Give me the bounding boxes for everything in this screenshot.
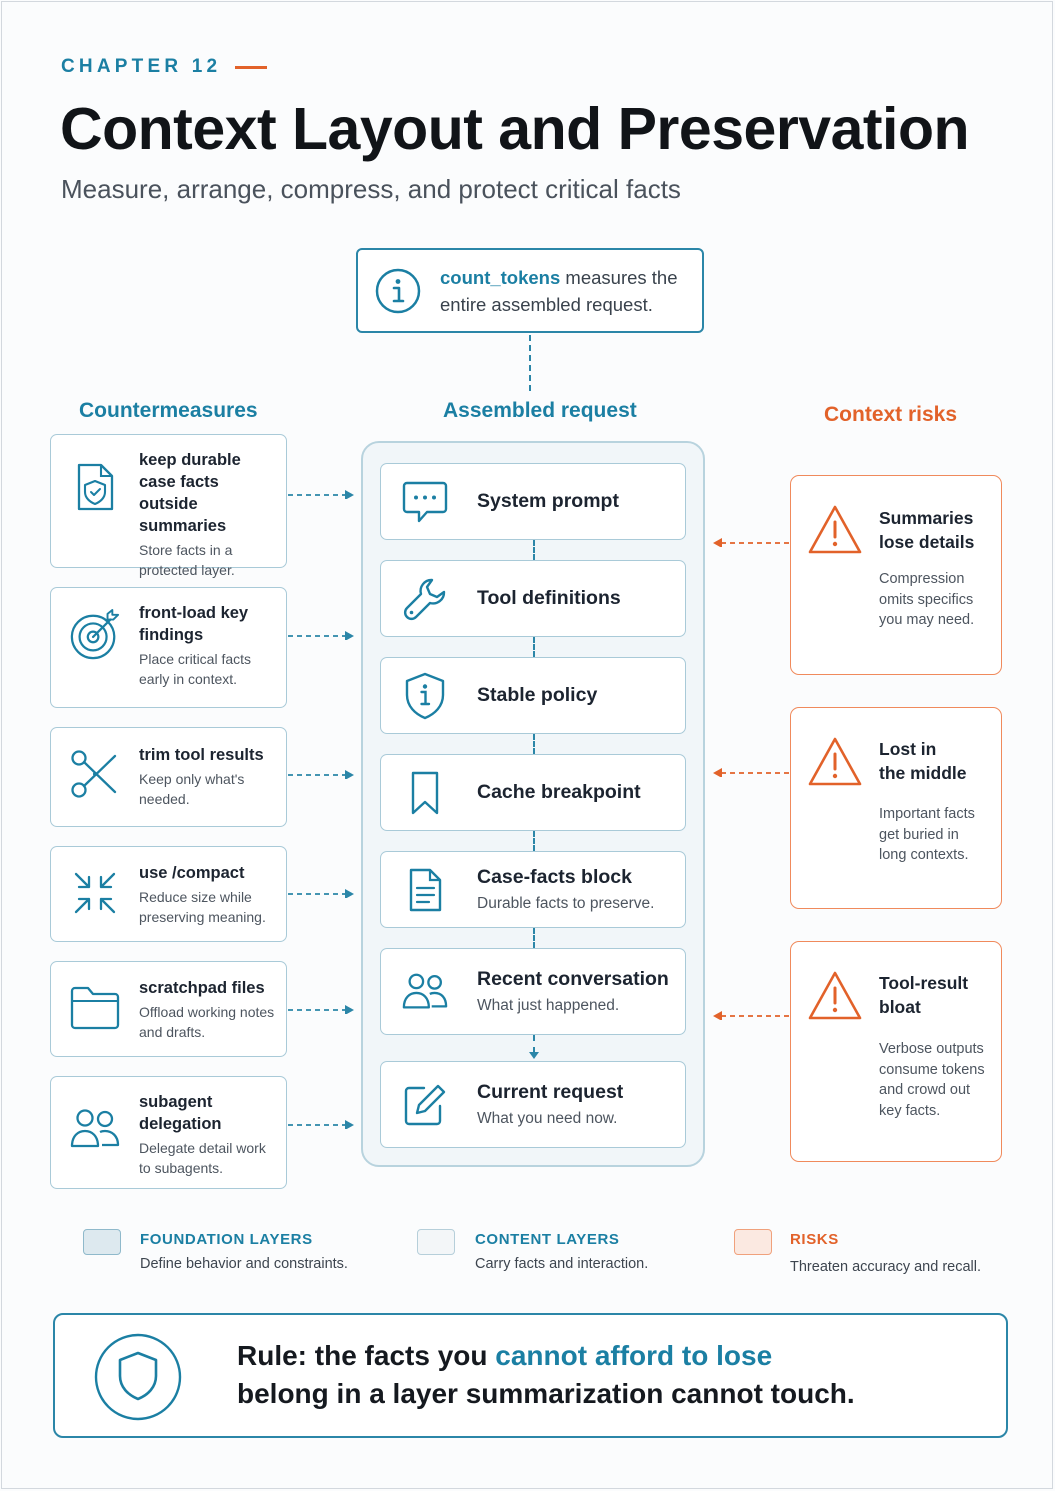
layer-title: Case-facts block [477,866,632,888]
rule-prefix: Rule: the facts you [237,1340,496,1371]
risk-title-line: the middle [879,763,967,783]
context-risks-heading: Context risks [824,403,958,426]
legend-title: FOUNDATION LAYERS [140,1231,313,1248]
layer-recent-conversation [380,948,686,1035]
risk-title-line: bloat [879,997,921,1017]
risk-subtitle-line: key facts. [879,1102,941,1119]
countermeasure-card [50,961,287,1057]
countermeasure-card [50,434,287,578]
count-tokens-code: count_tokens [440,266,561,288]
countermeasure-subtitle: Keep only what's needed. [139,771,245,807]
risk-arrow [711,767,791,777]
layer-connector [533,928,535,948]
scissors-icon [69,748,121,800]
countermeasure-card [50,587,287,708]
layer-title: Cache breakpoint [477,781,641,803]
layer-cache-breakpoint [380,754,686,831]
risk-subtitle-line: omits specifics [879,591,974,608]
countermeasure-arrow [288,1119,356,1129]
layer-subtitle: What just happened. [477,997,620,1014]
risk-subtitle-line: get buried in [879,826,959,843]
risk-subtitle-line: and crowd out [879,1082,971,1098]
target-icon [69,609,121,661]
countermeasure-title: keep durable case facts outside summaries [139,451,241,535]
risk-subtitle-line: Verbose outputs [879,1041,984,1057]
countermeasure-subtitle: Delegate detail work to subagents. [139,1140,266,1176]
legend-title: RISKS [790,1231,839,1248]
countermeasure-card [50,727,287,827]
page-title: Context Layout and Preservation [60,96,970,162]
shield-document-icon [69,461,121,513]
risk-title-line: lose details [879,532,975,552]
people-icon [69,1103,121,1155]
chapter-dash [235,66,267,69]
layer-subtitle: What you need now. [477,1110,618,1127]
count-tokens-note [356,248,704,333]
countermeasure-title: subagent delegation [139,1093,222,1133]
assembled-request-heading: Assembled request [443,399,637,422]
edit-icon [401,1081,449,1129]
people-icon [401,968,449,1016]
shield-icon [93,1332,183,1422]
risk-subtitle-line: long contexts. [879,847,969,863]
layer-tool-definitions [380,560,686,637]
chat-bubble-icon [401,478,449,526]
token-note-text [440,264,678,318]
countermeasure-title: front-load key findings [139,604,249,644]
risk-subtitle-line: Important facts [879,806,975,822]
legend-subtitle: Define behavior and constraints. [140,1256,348,1272]
layer-connector [533,637,535,657]
countermeasure-subtitle: Offload working notes and drafts. [139,1004,275,1040]
page-subtitle: Measure, arrange, compress, and protect critical facts [61,174,681,204]
legend-subtitle: Threaten accuracy and recall. [790,1259,982,1275]
countermeasure-card [50,1076,287,1189]
countermeasure-subtitle: Reduce size while preserving meaning. [139,889,266,925]
chapter-label [61,56,267,78]
risk-title-line: Tool-result [879,973,969,993]
legend-swatch-content [417,1229,455,1255]
wrench-icon [401,575,449,623]
layer-system-prompt [380,463,686,540]
arrowhead-down-icon [528,1051,540,1061]
risk-card [790,475,1002,675]
countermeasure-arrow [288,630,356,640]
token-note-rest: measures the [560,266,678,288]
layer-connector [533,540,535,560]
token-note-line2: entire assembled request. [440,293,653,315]
rule-text [237,1337,855,1413]
risk-arrow [711,1010,791,1020]
bookmark-icon [401,769,449,817]
layer-current-request [380,1061,686,1148]
legend-title: CONTENT LAYERS [475,1231,620,1248]
warning-icon [807,736,863,788]
risk-subtitle-line: consume tokens [879,1061,985,1078]
rule-line2: belong in a layer summarization cannot touch. [237,1378,855,1409]
risk-title-line: Lost in [879,739,937,759]
layer-connector [533,831,535,851]
layer-title: Stable policy [477,684,598,706]
shield-info-icon [401,672,449,720]
countermeasure-title: scratchpad files [139,979,265,997]
countermeasure-subtitle: Place critical facts early in context. [139,651,252,687]
countermeasure-card [50,846,287,942]
token-connector [529,335,531,391]
risk-title-line: Summaries [879,508,974,528]
chapter-text: CHAPTER 12 [61,56,222,77]
risk-card [790,941,1002,1162]
risk-subtitle-line: you may need. [879,612,975,628]
countermeasure-title: use /compact [139,864,245,882]
layer-title: Tool definitions [477,587,621,609]
countermeasure-title: trim tool results [139,746,264,764]
layer-title: Current request [477,1081,624,1103]
compress-arrows-icon [69,867,121,919]
document-icon [401,866,449,914]
legend-swatch-risks [734,1229,772,1255]
info-icon [374,267,422,315]
layer-subtitle: Durable facts to preserve. [477,895,655,912]
risk-arrow [711,537,791,547]
rule-highlight: cannot afford to lose [495,1340,773,1371]
folder-icon [69,982,121,1034]
risk-card [790,707,1002,909]
countermeasure-arrow [288,888,356,898]
layer-stable-policy [380,657,686,734]
layer-connector [533,734,535,754]
rule-callout [53,1313,1008,1438]
layer-case-facts-block [380,851,686,928]
countermeasure-subtitle: Store facts in a protected layer. [139,542,235,578]
countermeasure-arrow [288,1004,356,1014]
countermeasure-arrow [288,489,356,499]
warning-icon [807,504,863,556]
warning-icon [807,970,863,1022]
layer-title: System prompt [477,490,619,512]
risk-subtitle-line: Compression [879,571,965,587]
legend-subtitle: Carry facts and interaction. [475,1256,649,1272]
legend-swatch-foundation [83,1229,121,1255]
layer-title: Recent conversation [477,968,669,990]
countermeasure-arrow [288,769,356,779]
countermeasures-heading: Countermeasures [79,399,258,422]
